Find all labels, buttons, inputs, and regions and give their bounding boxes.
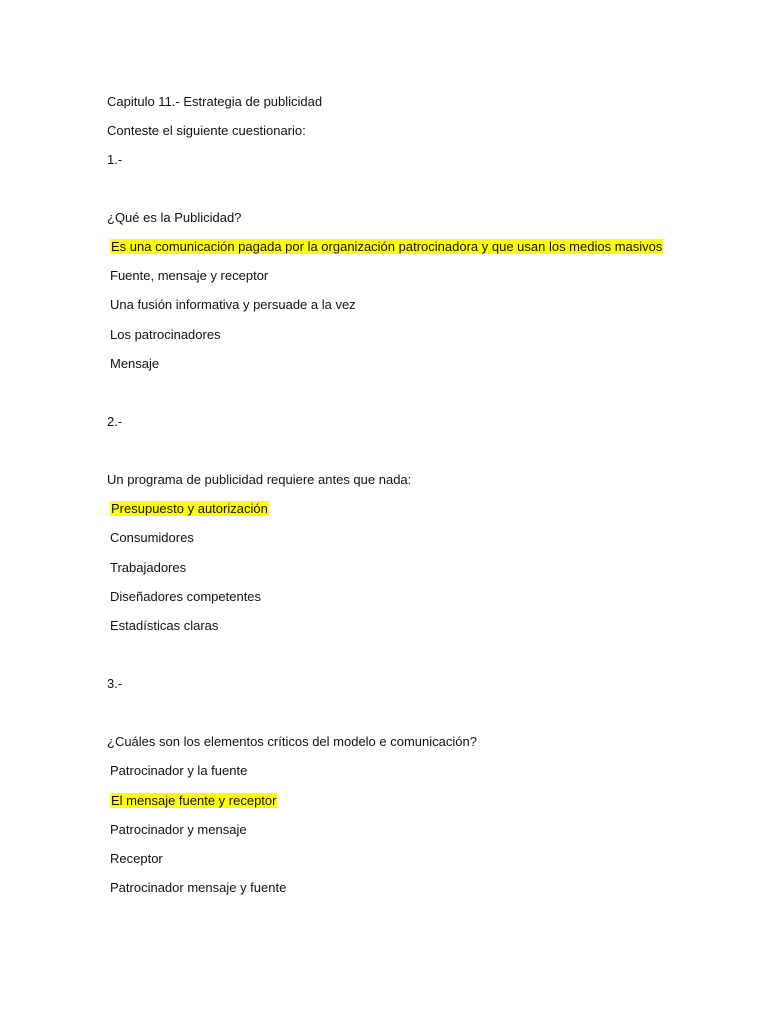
- question-1-option-1: [110, 239, 663, 255]
- question-3-option-2: [110, 793, 277, 809]
- question-1-number: 1.-: [107, 152, 123, 167]
- question-2-option-5: Estadísticas claras: [110, 618, 219, 633]
- question-3-option-5: Patrocinador mensaje y fuente: [110, 880, 287, 895]
- question-3-prompt: ¿Cuáles son los elementos críticos del modelo e comunicación?: [107, 734, 477, 749]
- question-3-number: 3.-: [107, 676, 123, 691]
- question-1-option-3: Una fusión informativa y persuade a la vez: [110, 297, 356, 312]
- question-2-option-2: Consumidores: [110, 530, 194, 545]
- question-2-option-1: [110, 501, 269, 517]
- question-3-option-4: Receptor: [110, 851, 163, 866]
- question-2-option-4: Diseñadores competentes: [110, 589, 262, 604]
- question-1-option-5: Mensaje: [110, 356, 160, 371]
- question-1-option-2: Fuente, mensaje y receptor: [110, 268, 269, 283]
- question-3-option-1: Patrocinador y la fuente: [110, 763, 248, 778]
- question-1-prompt: ¿Qué es la Publicidad?: [107, 210, 242, 225]
- question-2-option-3: Trabajadores: [110, 560, 187, 575]
- highlighted-answer: Presupuesto y autorización: [111, 501, 268, 516]
- highlighted-answer: El mensaje fuente y receptor: [111, 793, 277, 808]
- question-3-option-3: Patrocinador y mensaje: [110, 822, 247, 837]
- question-1-option-4: Los patrocinadores: [110, 327, 221, 342]
- instructions-text: Conteste el siguiente cuestionario:: [107, 123, 306, 138]
- question-2-prompt: Un programa de publicidad requiere antes que nada:: [107, 472, 412, 487]
- chapter-title: Capitulo 11.- Estrategia de publicidad: [107, 94, 323, 109]
- question-2-number: 2.-: [107, 414, 123, 429]
- highlighted-answer: Es una comunicación pagada por la organización patrocinadora y que usan los medios masivos: [111, 239, 663, 254]
